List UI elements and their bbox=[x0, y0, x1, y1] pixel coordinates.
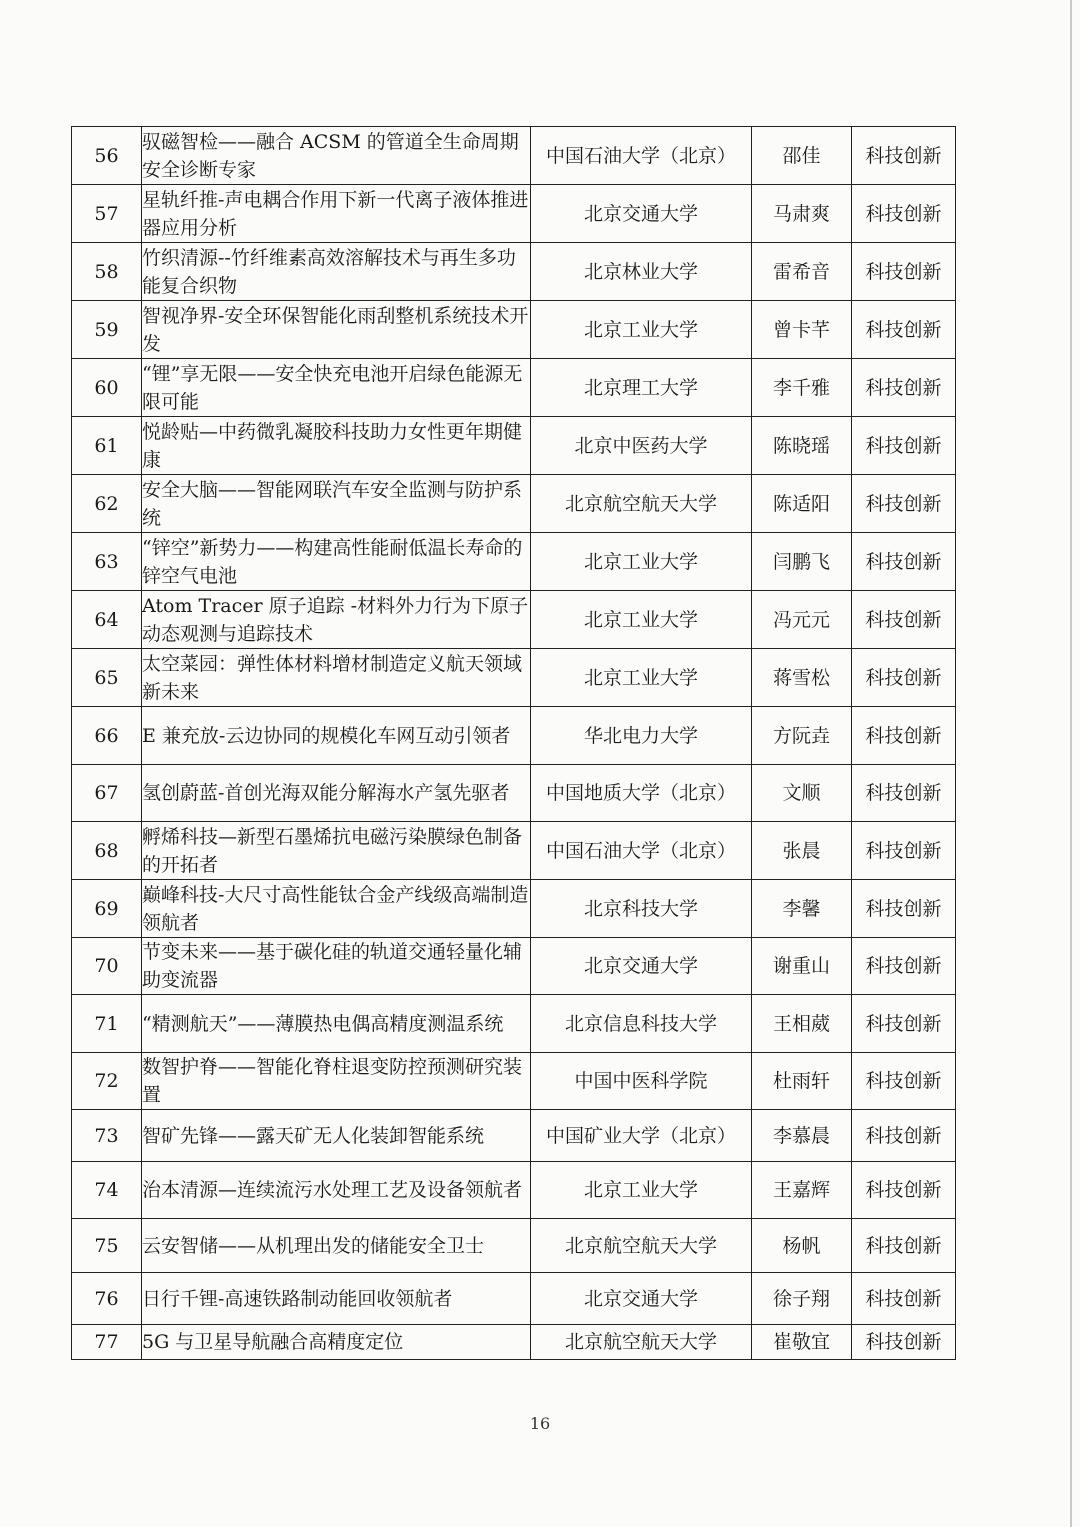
table-row bbox=[72, 591, 956, 649]
leader-name: 马肃爽 bbox=[752, 185, 852, 243]
row-number: 56 bbox=[72, 127, 142, 185]
row-number: 61 bbox=[72, 417, 142, 475]
school-name: 中国矿业大学（北京） bbox=[531, 1110, 752, 1162]
table-row bbox=[72, 1273, 956, 1325]
row-number: 75 bbox=[72, 1219, 142, 1273]
project-title: 巅峰科技-大尺寸高性能钛合金产线级高端制造领航者 bbox=[142, 880, 531, 938]
table-row bbox=[72, 301, 956, 359]
category-label: 科技创新 bbox=[852, 1162, 956, 1219]
project-title: 竹织清源--竹纤维素高效溶解技术与再生多功能复合织物 bbox=[142, 243, 531, 301]
leader-name: 曾卡芊 bbox=[752, 301, 852, 359]
table-row bbox=[72, 995, 956, 1053]
project-title: 悦龄贴—中药微乳凝胶科技助力女性更年期健康 bbox=[142, 417, 531, 475]
row-number: 69 bbox=[72, 880, 142, 938]
row-number: 62 bbox=[72, 475, 142, 533]
category-label: 科技创新 bbox=[852, 822, 956, 880]
project-title: 氢创蔚蓝-首创光海双能分解海水产氢先驱者 bbox=[142, 765, 531, 822]
leader-name: 崔敬宜 bbox=[752, 1325, 852, 1360]
table-row bbox=[72, 359, 956, 417]
school-name: 北京科技大学 bbox=[531, 880, 752, 938]
school-name: 北京工业大学 bbox=[531, 591, 752, 649]
table-row bbox=[72, 1053, 956, 1110]
school-name: 北京中医药大学 bbox=[531, 417, 752, 475]
school-name: 北京交通大学 bbox=[531, 1273, 752, 1325]
school-name: 北京航空航天大学 bbox=[531, 1325, 752, 1360]
table-row bbox=[72, 649, 956, 707]
category-label: 科技创新 bbox=[852, 359, 956, 417]
category-label: 科技创新 bbox=[852, 1053, 956, 1110]
category-label: 科技创新 bbox=[852, 243, 956, 301]
table-row bbox=[72, 1162, 956, 1219]
school-name: 中国地质大学（北京） bbox=[531, 765, 752, 822]
table-body bbox=[72, 127, 956, 1360]
scan-edge bbox=[1070, 0, 1072, 1527]
category-label: 科技创新 bbox=[852, 938, 956, 995]
project-title: Atom Tracer 原子追踪 -材料外力行为下原子动态观测与追踪技术 bbox=[142, 591, 531, 649]
school-name: 北京航空航天大学 bbox=[531, 1219, 752, 1273]
leader-name: 杨帆 bbox=[752, 1219, 852, 1273]
school-name: 北京交通大学 bbox=[531, 938, 752, 995]
school-name: 北京林业大学 bbox=[531, 243, 752, 301]
table-row bbox=[72, 938, 956, 995]
category-label: 科技创新 bbox=[852, 995, 956, 1053]
category-label: 科技创新 bbox=[852, 533, 956, 591]
leader-name: 李千雅 bbox=[752, 359, 852, 417]
row-number: 63 bbox=[72, 533, 142, 591]
category-label: 科技创新 bbox=[852, 591, 956, 649]
row-number: 67 bbox=[72, 765, 142, 822]
row-number: 65 bbox=[72, 649, 142, 707]
leader-name: 陈适阳 bbox=[752, 475, 852, 533]
category-label: 科技创新 bbox=[852, 475, 956, 533]
table-row bbox=[72, 1325, 956, 1360]
row-number: 76 bbox=[72, 1273, 142, 1325]
row-number: 68 bbox=[72, 822, 142, 880]
project-title: “锌空”新势力——构建高性能耐低温长寿命的锌空气电池 bbox=[142, 533, 531, 591]
project-title: 5G 与卫星导航融合高精度定位 bbox=[142, 1325, 531, 1360]
row-number: 73 bbox=[72, 1110, 142, 1162]
school-name: 中国石油大学（北京） bbox=[531, 822, 752, 880]
row-number: 60 bbox=[72, 359, 142, 417]
category-label: 科技创新 bbox=[852, 185, 956, 243]
project-title: 驭磁智检——融合 ACSM 的管道全生命周期安全诊断专家 bbox=[142, 127, 531, 185]
category-label: 科技创新 bbox=[852, 301, 956, 359]
category-label: 科技创新 bbox=[852, 765, 956, 822]
school-name: 北京信息科技大学 bbox=[531, 995, 752, 1053]
row-number: 77 bbox=[72, 1325, 142, 1360]
leader-name: 闫鹏飞 bbox=[752, 533, 852, 591]
table-row bbox=[72, 765, 956, 822]
project-title: 智矿先锋——露天矿无人化装卸智能系统 bbox=[142, 1110, 531, 1162]
project-title: “锂”享无限——安全快充电池开启绿色能源无限可能 bbox=[142, 359, 531, 417]
project-title: E 兼充放-云边协同的规模化车网互动引领者 bbox=[142, 707, 531, 765]
row-number: 70 bbox=[72, 938, 142, 995]
project-title: 节变未来——基于碳化硅的轨道交通轻量化辅助变流器 bbox=[142, 938, 531, 995]
category-label: 科技创新 bbox=[852, 707, 956, 765]
leader-name: 谢重山 bbox=[752, 938, 852, 995]
project-title: 日行千锂-高速铁路制动能回收领航者 bbox=[142, 1273, 531, 1325]
project-table bbox=[71, 126, 956, 1360]
row-number: 71 bbox=[72, 995, 142, 1053]
table-row bbox=[72, 417, 956, 475]
project-title: 安全大脑——智能网联汽车安全监测与防护系统 bbox=[142, 475, 531, 533]
row-number: 57 bbox=[72, 185, 142, 243]
leader-name: 文顺 bbox=[752, 765, 852, 822]
project-title: 云安智储——从机理出发的储能安全卫士 bbox=[142, 1219, 531, 1273]
project-title: 星轨纤推-声电耦合作用下新一代离子液体推进器应用分析 bbox=[142, 185, 531, 243]
category-label: 科技创新 bbox=[852, 417, 956, 475]
table-row bbox=[72, 707, 956, 765]
school-name: 北京交通大学 bbox=[531, 185, 752, 243]
category-label: 科技创新 bbox=[852, 1273, 956, 1325]
category-label: 科技创新 bbox=[852, 1110, 956, 1162]
table-row bbox=[72, 533, 956, 591]
table-row bbox=[72, 822, 956, 880]
table-row bbox=[72, 1219, 956, 1273]
leader-name: 冯元元 bbox=[752, 591, 852, 649]
project-title: 数智护脊——智能化脊柱退变防控预测研究装置 bbox=[142, 1053, 531, 1110]
school-name: 北京工业大学 bbox=[531, 1162, 752, 1219]
leader-name: 方阮垚 bbox=[752, 707, 852, 765]
leader-name: 陈晓瑶 bbox=[752, 417, 852, 475]
school-name: 北京工业大学 bbox=[531, 533, 752, 591]
leader-name: 杜雨轩 bbox=[752, 1053, 852, 1110]
row-number: 58 bbox=[72, 243, 142, 301]
row-number: 66 bbox=[72, 707, 142, 765]
table-row bbox=[72, 475, 956, 533]
project-title: 太空菜园：弹性体材料增材制造定义航天领域新未来 bbox=[142, 649, 531, 707]
row-number: 74 bbox=[72, 1162, 142, 1219]
school-name: 北京理工大学 bbox=[531, 359, 752, 417]
leader-name: 王相葳 bbox=[752, 995, 852, 1053]
table-row bbox=[72, 880, 956, 938]
project-title: 孵烯科技—新型石墨烯抗电磁污染膜绿色制备的开拓者 bbox=[142, 822, 531, 880]
table-row bbox=[72, 185, 956, 243]
row-number: 59 bbox=[72, 301, 142, 359]
project-title: “精测航天”——薄膜热电偶高精度测温系统 bbox=[142, 995, 531, 1053]
leader-name: 张晨 bbox=[752, 822, 852, 880]
table-row bbox=[72, 1110, 956, 1162]
school-name: 北京工业大学 bbox=[531, 301, 752, 359]
leader-name: 徐子翔 bbox=[752, 1273, 852, 1325]
project-title: 智视净界-安全环保智能化雨刮整机系统技术开发 bbox=[142, 301, 531, 359]
leader-name: 王嘉辉 bbox=[752, 1162, 852, 1219]
leader-name: 邵佳 bbox=[752, 127, 852, 185]
project-title: 治本清源—连续流污水处理工艺及设备领航者 bbox=[142, 1162, 531, 1219]
category-label: 科技创新 bbox=[852, 1219, 956, 1273]
row-number: 64 bbox=[72, 591, 142, 649]
category-label: 科技创新 bbox=[852, 1325, 956, 1360]
school-name: 中国中医科学院 bbox=[531, 1053, 752, 1110]
table-row bbox=[72, 127, 956, 185]
school-name: 北京航空航天大学 bbox=[531, 475, 752, 533]
leader-name: 蒋雪松 bbox=[752, 649, 852, 707]
category-label: 科技创新 bbox=[852, 127, 956, 185]
table-row bbox=[72, 243, 956, 301]
leader-name: 雷希音 bbox=[752, 243, 852, 301]
page-number: 16 bbox=[529, 1414, 551, 1433]
row-number: 72 bbox=[72, 1053, 142, 1110]
leader-name: 李馨 bbox=[752, 880, 852, 938]
category-label: 科技创新 bbox=[852, 649, 956, 707]
school-name: 中国石油大学（北京） bbox=[531, 127, 752, 185]
leader-name: 李慕晨 bbox=[752, 1110, 852, 1162]
school-name: 北京工业大学 bbox=[531, 649, 752, 707]
category-label: 科技创新 bbox=[852, 880, 956, 938]
school-name: 华北电力大学 bbox=[531, 707, 752, 765]
